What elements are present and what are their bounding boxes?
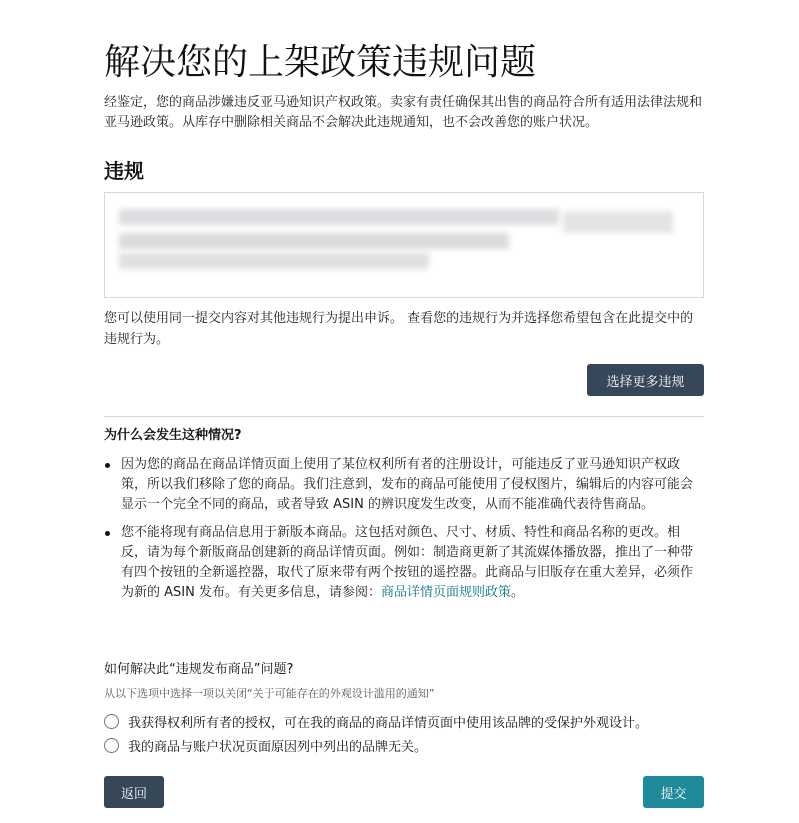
bullet-icon bbox=[105, 531, 110, 536]
select-more-violations-button[interactable]: 选择更多违规 bbox=[587, 364, 704, 396]
reason-text: 因为您的商品在商品详情页面上使用了某位权利所有者的注册设计，可能违反了亚马逊知识产权政策，所以我们移除了您的商品。我们注意到，发布的商品可能使用了侵权图片，编辑后的内容可能会显示一个完全不同的商品，或者导致 ASIN 的辨识度发生改变，从而不能准确代表待售商品。 bbox=[121, 457, 694, 512]
resolve-subtitle: 从以下选项中选择一项以关闭“关于可能存在的外观设计滥用的通知” bbox=[104, 687, 435, 700]
divider bbox=[104, 416, 704, 417]
reason-list bbox=[104, 455, 704, 611]
resolve-heading: 如何解决此“违规发布商品”问题? bbox=[104, 662, 294, 677]
redacted-text bbox=[119, 233, 509, 249]
reason-text: 您不能将现有商品信息用于新版本商品。这包括对颜色、尺寸、材质、特性和商品名称的更改。相反，请为每个新版商品创建新的商品详情页面。例如：制造商更新了其流媒体播放器，推出了一种带有四个按钮的全新遥控器，取代了原来带有两个按钮的遥控器。此商品与旧版存在重大差异，必须作为新的 ASIN 发布。有关更多信息，请参阅： bbox=[121, 525, 694, 600]
submit-button[interactable]: 提交 bbox=[643, 776, 704, 808]
radio-button[interactable] bbox=[104, 738, 119, 753]
back-button[interactable]: 返回 bbox=[104, 776, 164, 808]
reason-suffix: 。 bbox=[510, 585, 524, 600]
appeal-note: 您可以使用同一提交内容对其他违规行为提出申诉。 查看您的违规行为并选择您希望包含在此提交中的违规行为。 bbox=[104, 311, 694, 347]
violation-details-box bbox=[104, 192, 704, 298]
list-item bbox=[104, 455, 704, 515]
option-unrelated-brand[interactable] bbox=[104, 735, 427, 755]
policy-link[interactable]: 商品详情页面规则政策 bbox=[380, 585, 511, 600]
page-title: 解决您的上架政策违规问题 bbox=[104, 42, 537, 83]
redacted-text bbox=[119, 253, 429, 269]
redacted-text bbox=[119, 209, 559, 225]
why-heading: 为什么会发生这种情况? bbox=[104, 428, 242, 443]
redacted-text bbox=[563, 211, 673, 233]
option-label: 我的商品与账户状况页面原因列中列出的品牌无关。 bbox=[128, 739, 428, 755]
list-item bbox=[104, 523, 704, 603]
option-authorized[interactable] bbox=[104, 711, 648, 731]
option-label: 我获得权利所有者的授权，可在我的商品的商品详情页面中使用该品牌的受保护外观设计。 bbox=[128, 715, 649, 731]
intro-text: 经鉴定，您的商品涉嫌违反亚马逊知识产权政策。卖家有责任确保其出售的商品符合所有适用法律法规和亚马逊政策。从库存中删除相关商品不会解决此违规通知，也不会改善您的账户状况。 bbox=[104, 95, 703, 130]
radio-button[interactable] bbox=[104, 714, 119, 729]
bullet-icon bbox=[105, 463, 110, 468]
violations-heading: 违规 bbox=[104, 159, 144, 183]
